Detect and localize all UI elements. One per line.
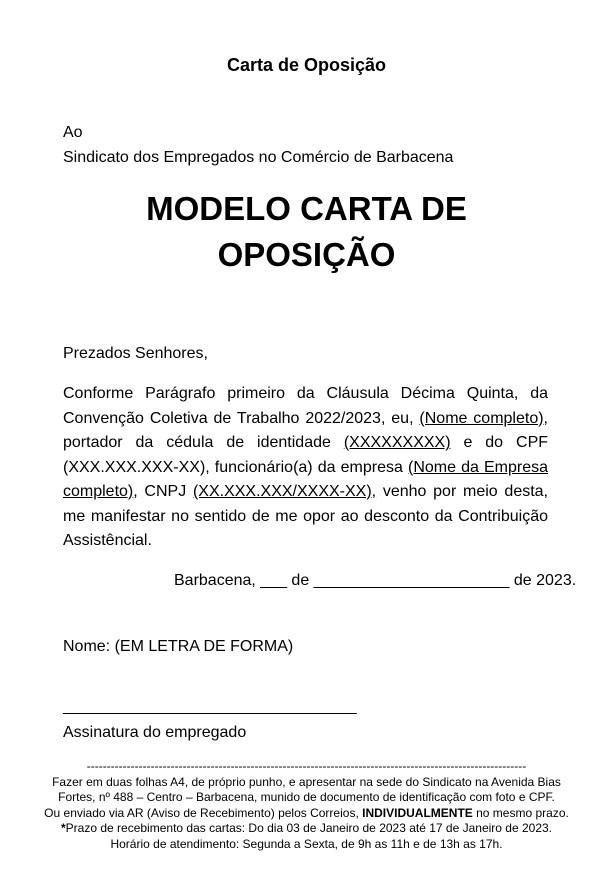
text-segment: (XX.XXX.XXX/XXXX-XX), xyxy=(192,483,377,500)
footer-dashed-separator: -------------------------------------------------------------------------------------------------------------- xyxy=(86,759,527,773)
text-segment: Ou enviado via AR (Aviso de Recebimento) pelos Correios, xyxy=(44,805,363,820)
text-segment: portador da cédula de identidade xyxy=(63,434,344,451)
footer-line-4 xyxy=(0,821,613,837)
recipient-line-ao: Ao xyxy=(63,124,83,141)
text-segment: * xyxy=(61,821,66,835)
text-segment: (XXXXXXXXX) xyxy=(343,434,451,451)
name-line: Nome: (EM LETRA DE FORMA) xyxy=(63,638,294,655)
main-heading-line1: MODELO CARTA DE xyxy=(146,190,467,227)
recipient-line-sindicato: Sindicato dos Empregados no Comércio de Barbacena xyxy=(63,148,454,166)
text-segment: (Nome da Empresa completo) xyxy=(63,458,549,500)
footer-line-3 xyxy=(0,806,613,822)
text-segment: Conforme Parágrafo primeiro da Cláusula Décima Quinta, da Convenção Coletiva de Trabalho 2022/2023, eu, xyxy=(63,385,548,427)
footer-line-1 xyxy=(0,775,613,791)
text-segment: Fazer em duas folhas A4, de próprio punho, e apresentar na sede do Sindicato na Avenida Bias xyxy=(52,774,561,789)
text-segment: no mesmo prazo. xyxy=(472,805,569,820)
footer-line-5 xyxy=(0,837,613,853)
text-segment: Fortes, nº 488 – Centro – Barbacena, munido de documento de identificação com foto e CPF. xyxy=(58,790,555,804)
footer-block xyxy=(0,759,613,852)
text-segment: (Nome completo), xyxy=(419,409,548,427)
signature-caption: Assinatura do empregado xyxy=(63,724,247,741)
text-segment: e do CPF (XXX.XXX.XXX-XX), funcionário(a) da empresa xyxy=(63,434,549,476)
text-segment: Horário de atendimento: Segunda a Sexta, de 9h as 11h e de 13h as 17h. xyxy=(110,836,503,851)
text-segment: venho por meio desta, me manifestar no sentido de me opor ao desconto da Contribuição Assistêncial. xyxy=(63,483,548,549)
text-segment: Prazo de recebimento das cartas: Do dia 03 de Janeiro de 2023 até 17 de Janeiro de 2023. xyxy=(65,821,552,835)
main-heading-line2: OPOSIÇÃO xyxy=(217,236,396,273)
body-paragraph xyxy=(63,382,548,554)
document-title: Carta de Oposição xyxy=(226,55,387,75)
footer-line-2 xyxy=(0,790,613,806)
text-segment: INDIVIDUALMENTE xyxy=(362,805,473,820)
date-line: Barbacena, ___ de ______________________ de 2023. xyxy=(174,572,577,589)
recipient-block xyxy=(63,121,453,170)
signature-blank-line: _________________________________ xyxy=(63,698,357,715)
salutation: Prezados Senhores, xyxy=(63,345,208,362)
main-heading xyxy=(0,186,613,278)
text-segment: , CNPJ xyxy=(133,483,193,500)
